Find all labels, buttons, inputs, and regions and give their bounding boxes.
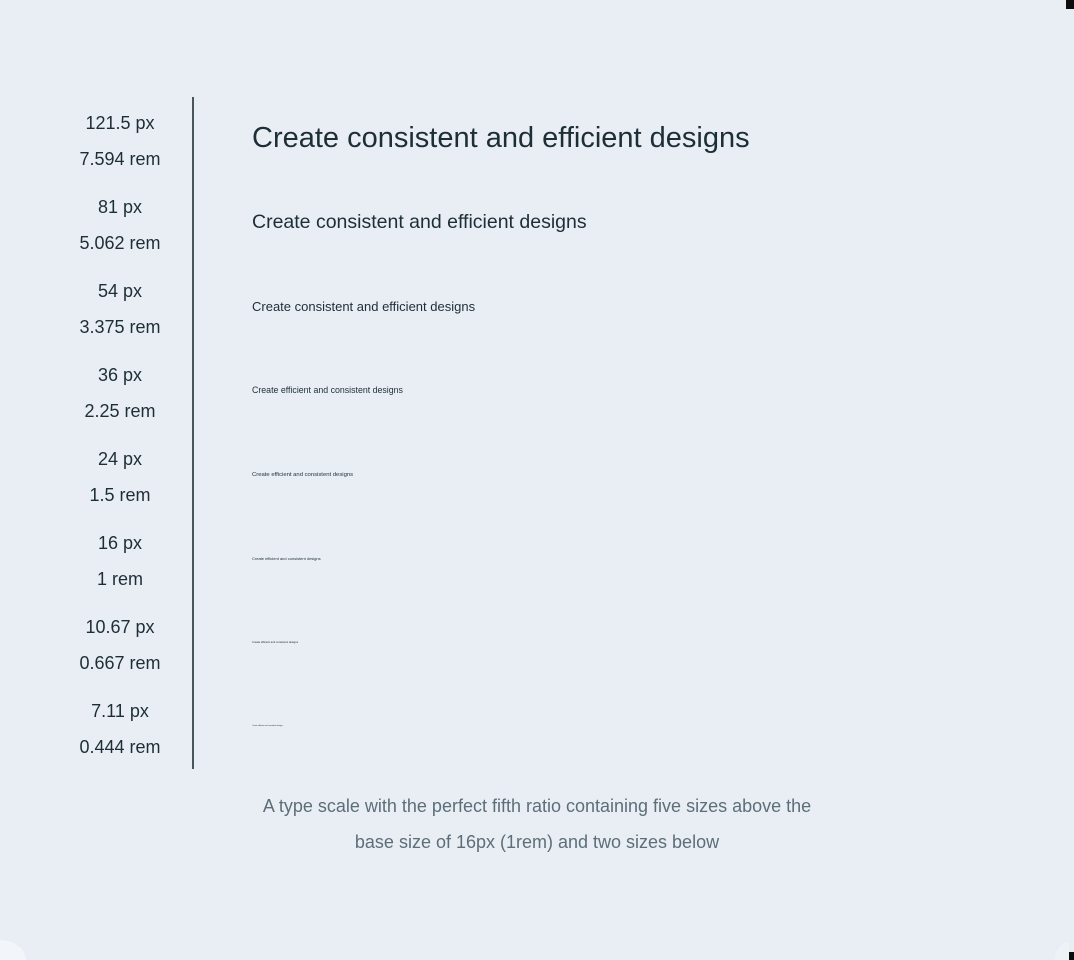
type-scale-rows [0,97,1074,769]
sample-text-wrap [192,517,1074,601]
sample-text: Create efficient and consistent designs [252,640,299,644]
size-labels [0,265,192,349]
sample-text: Create efficient and consistent designs [252,385,403,396]
type-scale-row [0,685,1074,769]
sample-text: Create consistent and efficient designs [252,122,750,155]
sample-text-wrap [192,433,1074,517]
size-label-px: 81 px [97,197,143,217]
sample-text: Create efficient and consistent designs [252,471,354,478]
size-label-rem: 7.594 rem [79,149,161,169]
type-scale-row [0,265,1074,349]
type-scale-row [0,601,1074,685]
sample-text: Create consistent and efficient designs [252,298,476,314]
type-scale-row [0,517,1074,601]
sample-text-wrap [192,181,1074,265]
size-label-px: 36 px [97,365,143,385]
sample-text-wrap [192,685,1074,769]
sample-text: Create consistent and efficient designs [252,211,587,234]
size-label-rem: 2.25 rem [84,401,156,421]
type-scale-row [0,349,1074,433]
size-label-rem: 1.5 rem [89,485,151,505]
type-scale-row [0,97,1074,181]
screen-edge-artifact-top-right [1066,0,1074,9]
caption-line-2: base size of 16px (1rem) and two sizes below [354,832,720,852]
size-label-rem: 3.375 rem [79,317,161,337]
size-label-rem: 0.667 rem [79,653,161,673]
sample-text-wrap [192,349,1074,433]
size-labels [0,433,192,517]
size-labels [0,601,192,685]
sample-text-wrap [192,265,1074,349]
type-scale-row [0,181,1074,265]
rounded-corner-artifact-bottom-left [0,940,26,960]
size-label-px: 16 px [97,533,143,553]
sample-text-wrap [192,601,1074,685]
size-label-px: 121.5 px [85,113,155,133]
size-label-px: 7.11 px [91,701,149,721]
size-label-rem: 5.062 rem [79,233,161,253]
size-label-rem: 1 rem [96,569,143,589]
rounded-corner-artifact-bottom-right [1055,942,1069,960]
caption [0,788,1074,860]
size-label-px: 54 px [97,281,143,301]
size-labels [0,517,192,601]
size-labels [0,349,192,433]
size-labels [0,97,192,181]
sample-text: Create efficient and consistent designs [252,555,321,561]
size-label-rem: 0.444 rem [79,737,161,757]
caption-line-1: A type scale with the perfect fifth ratio containing five sizes above the [262,796,812,816]
size-label-px: 10.67 px [85,617,155,637]
size-label-px: 24 px [97,449,143,469]
size-labels [0,685,192,769]
sample-text: Create efficient and consistent designs [252,725,283,728]
size-labels [0,181,192,265]
sample-text-wrap [192,97,1074,181]
screen-edge-artifact-bottom-right [1069,952,1074,960]
type-scale-row [0,433,1074,517]
